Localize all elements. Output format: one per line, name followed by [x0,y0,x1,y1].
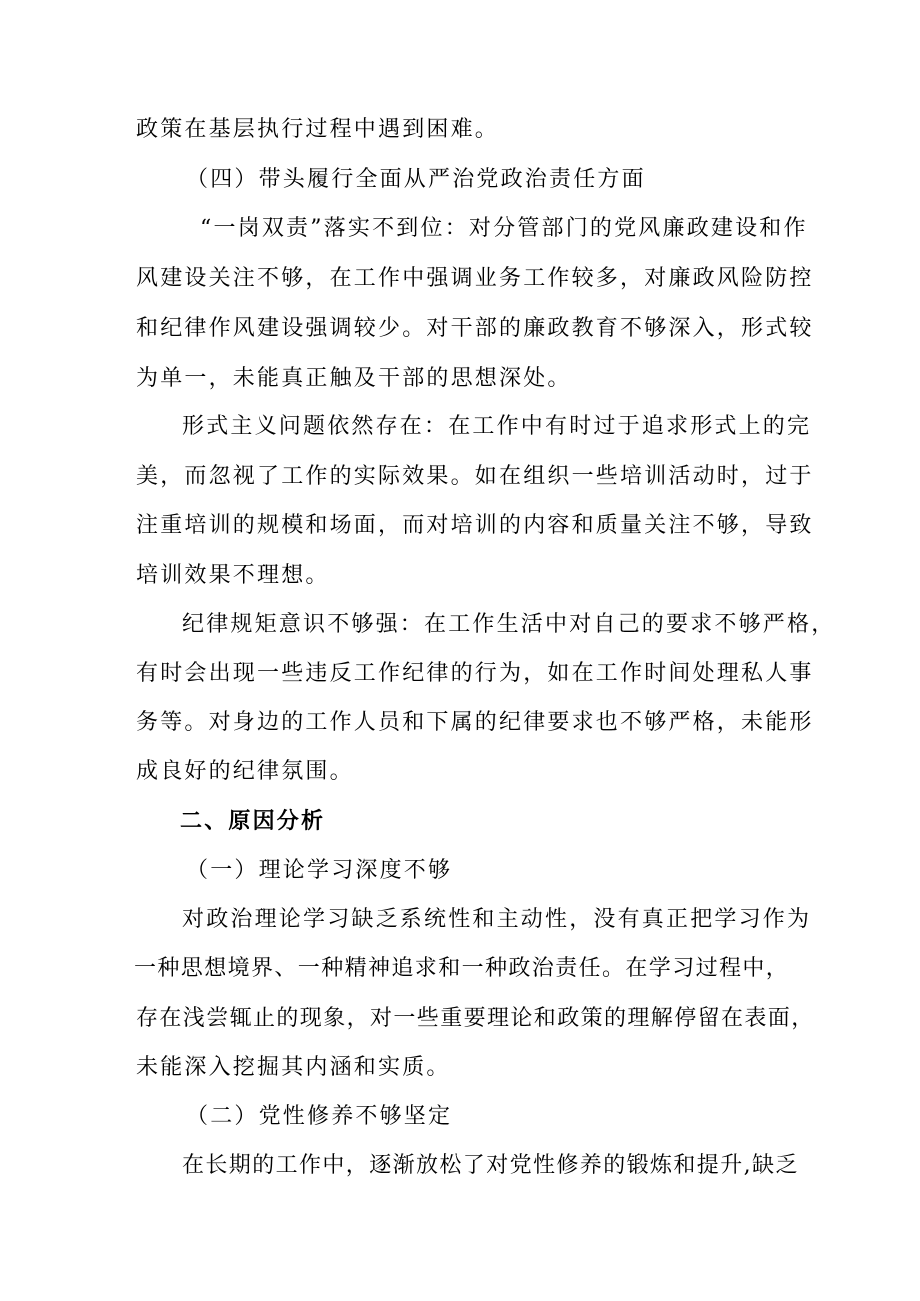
paragraph-theory-study-line-4: 未能深入挖掘其内涵和实质。 [136,1055,451,1080]
paragraph-formalism-line-3: 注重培训的规模和场面，而对培训的内容和质量关注不够，导致 [136,513,814,538]
subsection-heading-2: （二）党性修养不够坚定 [186,1104,453,1129]
paragraph-theory-study-line-2: 一种思想境界、一种精神追求和一种政治责任。在学习过程中， [134,956,790,981]
paragraph-discipline-line-4: 成良好的纪律氛围。 [136,759,354,784]
paragraph-formalism-line-2: 美，而忽视了工作的实际效果。如在组织一些培训活动时，过于 [136,464,814,489]
paragraph-party-spirit-line-1: 在长期的工作中，逐渐放松了对党性修养的锻炼和提升,缺乏 [182,1153,799,1178]
paragraph-one-post-two-duties-line-3: 和纪律作风建设强调较少。对干部的廉政教育不够深入，形式较 [136,316,814,341]
subsection-heading-1: （一）理论学习深度不够 [186,858,453,883]
paragraph-discipline-line-2: 有时会出现一些违反工作纪律的行为，如在工作时间处理私人事 [136,661,814,686]
paragraph-theory-study-line-3: 存在浅尝辄止的现象，对一些重要理论和政策的理解停留在表面， [136,1006,815,1031]
paragraph-formalism-line-1: 形式主义问题依然存在：在工作中有时过于追求形式上的完 [182,414,812,439]
paragraph-continuation-line: 政策在基层执行过程中遇到困难。 [136,117,500,142]
paragraph-discipline-line-1: 纪律规矩意识不够强：在工作生活中对自己的要求不够严格， [182,612,836,637]
paragraph-discipline-line-3: 务等。对身边的工作人员和下属的纪律要求也不够严格，未能形 [136,710,814,735]
paragraph-one-post-two-duties-line-2: 风建设关注不够，在工作中强调业务工作较多，对廉政风险防控 [136,266,814,291]
section-heading-cause-analysis: 二、原因分析 [180,809,326,834]
paragraph-one-post-two-duties-line-4: 为单一，未能真正触及干部的思想深处。 [136,366,572,391]
paragraph-formalism-line-4: 培训效果不理想。 [136,563,330,588]
subsection-heading-4: （四）带头履行全面从严治党政治责任方面 [186,167,646,192]
paragraph-one-post-two-duties-line-1: “一岗双责”落实不到位：对分管部门的党风廉政建设和作 [200,216,808,241]
paragraph-theory-study-line-1: 对政治理论学习缺乏系统性和主动性，没有真正把学习作为 [182,907,812,932]
